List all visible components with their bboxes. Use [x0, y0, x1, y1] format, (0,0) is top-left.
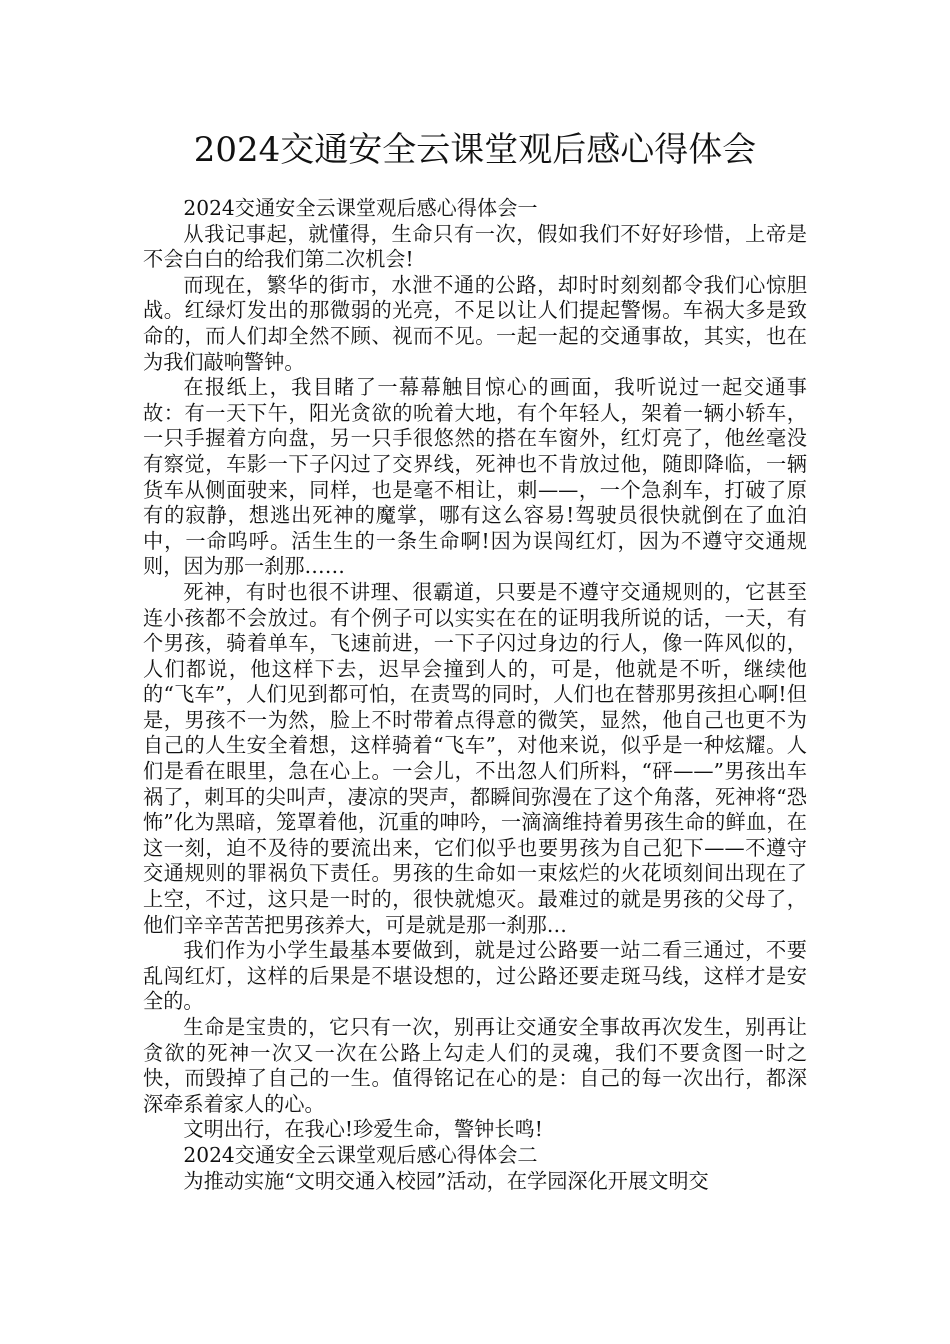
paragraph: 文明出行，在我心!珍爱生命，警钟长鸣! — [183, 1117, 543, 1142]
paragraph: 生命是宝贵的，它只有一次，别再让交通安全事故再次发生，别再让贪欲的死神一次又一次在公路上勾走人们的灵魂，我们不要贪图一时之快，而毁掉了自己的一生。值得铭记在心的是：自己的每一次出行，都深深牵系着家人的心。 — [143, 1015, 807, 1116]
paragraph: 我们作为小学生最基本要做到，就是过公路要一站二看三通过，不要乱闯红灯，这样的后果是不堪设想的，过公路还要走斑马线，这样才是安全的。 — [143, 938, 807, 1014]
document-title: 2024交通安全云课堂观后感心得体会 — [193, 130, 757, 170]
paragraph: 死神，有时也很不讲理、很霸道，只要是不遵守交通规则的，它甚至连小孩都不会放过。有个例子可以实实在在的证明我所说的话，一天，有个男孩，骑着单车，飞速前进，一下子闪过身边的行人，像一阵风似的，人们都说，他这样下去，迟早会撞到人的，可是，他就是不听，继续他的“飞车”，人们见到都可怕，在责骂的同时，人们也在替那男孩担心啊!但是，男孩不一为然，脸上不时带着点得意的微笑，显然，他自己也更不为自己的人生安全着想，这样骑着“飞车”，对他来说，似乎是一种炫耀。人们是看在眼里，急在心上。一会儿，不出忽人们所料，“砰——”男孩出车祸了，刺耳的尖叫声，凄凉的哭声，都瞬间弥漫在了这个角落，死神将“恐怖”化为黑暗，笼罩着他，沉重的呻吟，一滴滴维持着男孩生命的鲜血，在这一刻，迫不及待的要流出来，它们似乎也要男孩为自己犯下——不遵守交通规则的罪祸负下责任。男孩的生命如一束炫烂的火花顷刻间出现在了上空，不过，这只是一时的，很快就熄灭。最难过的就是男孩的父母了，他们辛辛苦苦把男孩养大，可是就是那一刹那… — [143, 579, 807, 937]
section-heading-1: 2024交通安全云课堂观后感心得体会一 — [183, 196, 538, 220]
paragraph: 从我记事起，就懂得，生命只有一次，假如我们不好好珍惜，上帝是不会白白的给我们第二次机会! — [143, 221, 807, 272]
paragraph: 而现在，繁华的街市，水泄不通的公路，却时时刻刻都令我们心惊胆战。红绿灯发出的那微弱的光亮，不足以让人们提起警惕。车祸大多是致命的，而人们却全然不顾、视而不见。一起一起的交通事故，其实，也在为我们敲响警钟。 — [143, 272, 807, 374]
section-heading-2: 2024交通安全云课堂观后感心得体会二 — [183, 1142, 538, 1167]
paragraph: 在报纸上，我目睹了一幕幕触目惊心的画面，我听说过一起交通事故：有一天下午，阳光贪欲的吮着大地，有个年轻人，架着一辆小轿车，一只手握着方向盘，另一只手很悠然的搭在车窗外，红灯亮了，他丝毫没有察觉，车影一下子闪过了交界线，死神也不肯放过他，随即降临，一辆货车从侧面驶来，同样，也是毫不相让，刺——，一个急刹车，打破了原有的寂静，想逃出死神的魔掌，哪有这么容易!驾驶员很快就倒在了血泊中，一命呜呼。活生生的一条生命啊!因为误闯红灯，因为不遵守交通规则，因为那一刹那…… — [143, 375, 807, 579]
paragraph: 为推动实施“文明交通入校园”活动，在学园深化开展文明交 — [183, 1168, 709, 1193]
document-page — [143, 128, 807, 1194]
